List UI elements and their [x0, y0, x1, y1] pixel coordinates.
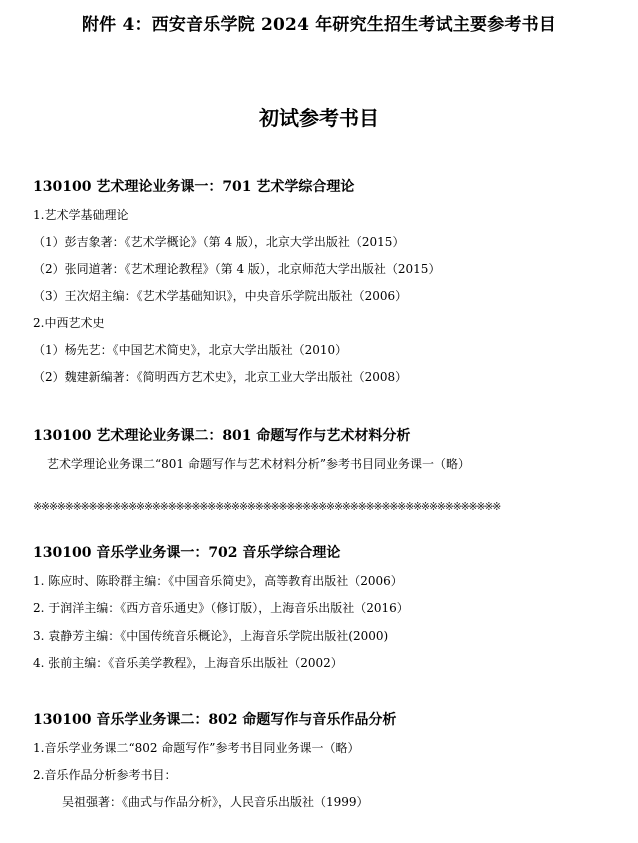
section-heading-802: 130100 音乐学业务课二：802 命题写作与音乐作品分析: [33, 712, 397, 728]
section-note: 1.音乐学业务课二“802 命题写作”参考书目同业务课一（略）: [33, 741, 360, 755]
divider-line: ※※※※※※※※※※※※※※※※※※※※※※※※※※※※※※※※※※※※※※※※※※※※※※※※※※※※※※※※※※※: [33, 500, 501, 513]
section-heading-801: 130100 艺术理论业务课二：801 命题写作与艺术材料分析: [33, 428, 411, 444]
reference-item: 2. 于润洋主编：《西方音乐通史》（修订版），上海音乐出版社（2016）: [33, 601, 409, 615]
reference-item: （3）王次炤主编：《艺术学基础知识》，中央音乐学院出版社（2006）: [33, 289, 408, 303]
reference-item: （1）彭吉象著：《艺术学概论》（第 4 版），北京大学出版社（2015）: [33, 235, 405, 249]
subgroup-heading: 1.艺术学基础理论: [33, 208, 129, 222]
section-title: 初试参考书目: [259, 106, 379, 130]
document-title: 附件 4：西安音乐学院 2024 年研究生招生考试主要参考书目: [81, 15, 557, 35]
reference-item: 3. 袁静芳主编：《中国传统音乐概论》，上海音乐学院出版社(2000): [33, 629, 389, 643]
section-note: 艺术学理论业务课二“801 命题写作与艺术材料分析”参考书目同业务课一（略）: [47, 457, 470, 471]
section-heading-702: 130100 音乐学业务课一：702 音乐学综合理论: [33, 545, 341, 561]
reference-item: （1）杨先艺：《中国艺术简史》，北京大学出版社（2010）: [33, 343, 348, 357]
reference-item: 4. 张前主编：《音乐美学教程》，上海音乐出版社（2002）: [33, 656, 343, 670]
reference-item: 吴祖强著：《曲式与作品分析》，人民音乐出版社（1999）: [62, 795, 369, 809]
section-heading-701: 130100 艺术理论业务课一：701 艺术学综合理论: [33, 179, 355, 195]
reference-item: （2）张同道著：《艺术理论教程》（第 4 版），北京师范大学出版社（2015）: [33, 262, 441, 276]
reference-item: （2）魏建新编著：《简明西方艺术史》，北京工业大学出版社（2008）: [33, 370, 408, 384]
subgroup-heading: 2.音乐作品分析参考书目：: [33, 768, 177, 782]
reference-item: 1. 陈应时、陈聆群主编：《中国音乐简史》，高等教育出版社（2006）: [33, 574, 403, 588]
subgroup-heading: 2.中西艺术史: [33, 316, 105, 330]
